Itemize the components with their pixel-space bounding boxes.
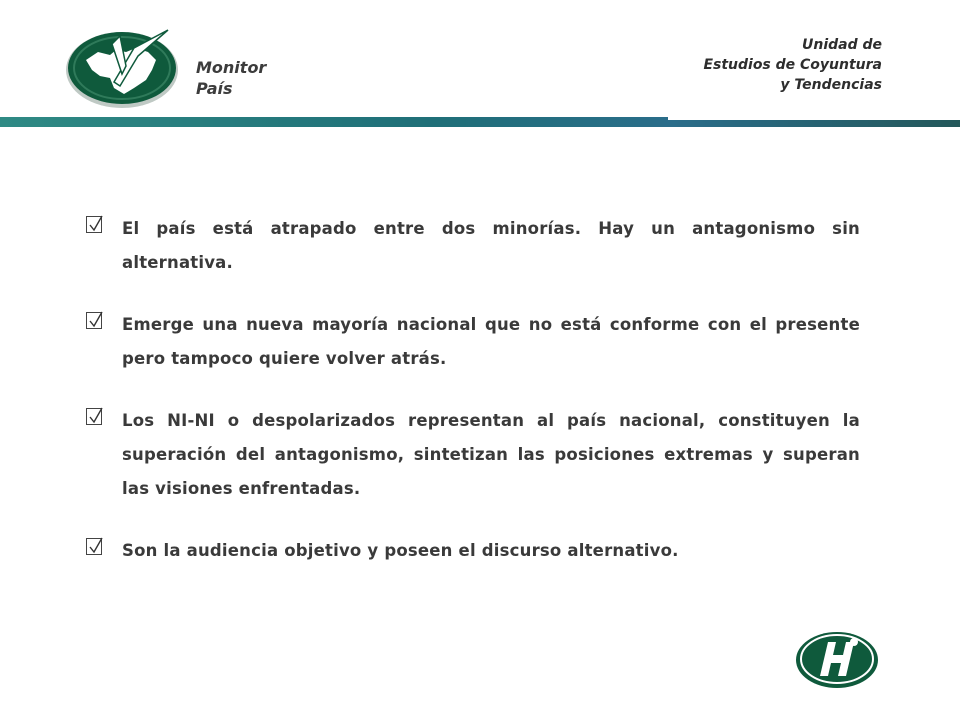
checkbox-icon [86,216,102,233]
unit-line-2: Estudios de Coyuntura [703,57,882,73]
bullet-item [82,212,860,280]
bullet-item [82,534,860,568]
bullet-item [82,308,860,376]
bullet-text: Emerge una nueva mayoría nacional que no está conforme con el presente pero tampoco quiere volver atrás. [122,315,860,368]
checkbox-icon [86,312,102,329]
header-divider [0,117,960,127]
checkbox-icon [86,408,102,425]
bullet-item [82,404,860,506]
checkbox-icon [86,538,102,555]
bullet-text: Los NI-NI o despolarizados representan al país nacional, constituyen la superación del antagonismo, sintetizan las posiciones extremas y superan las visiones enfrentadas. [122,411,860,498]
bullet-list [82,212,860,596]
bullet-text: El país está atrapado entre dos minorías. Hay un antagonismo sin alternativa. [122,219,860,272]
brand-name [196,57,266,99]
divider-notch [668,117,960,120]
brand-line-2: País [196,79,233,98]
brand-line-1: Monitor [196,58,267,77]
unit-line-1: Unidad de [801,37,882,53]
bullet-text: Son la audiencia objetivo y poseen el discurso alternativo. [122,541,679,560]
h-logo [794,628,880,690]
unit-line-3: y Tendencias [780,77,882,93]
unit-title [703,35,882,95]
monitor-pais-logo [64,22,194,114]
